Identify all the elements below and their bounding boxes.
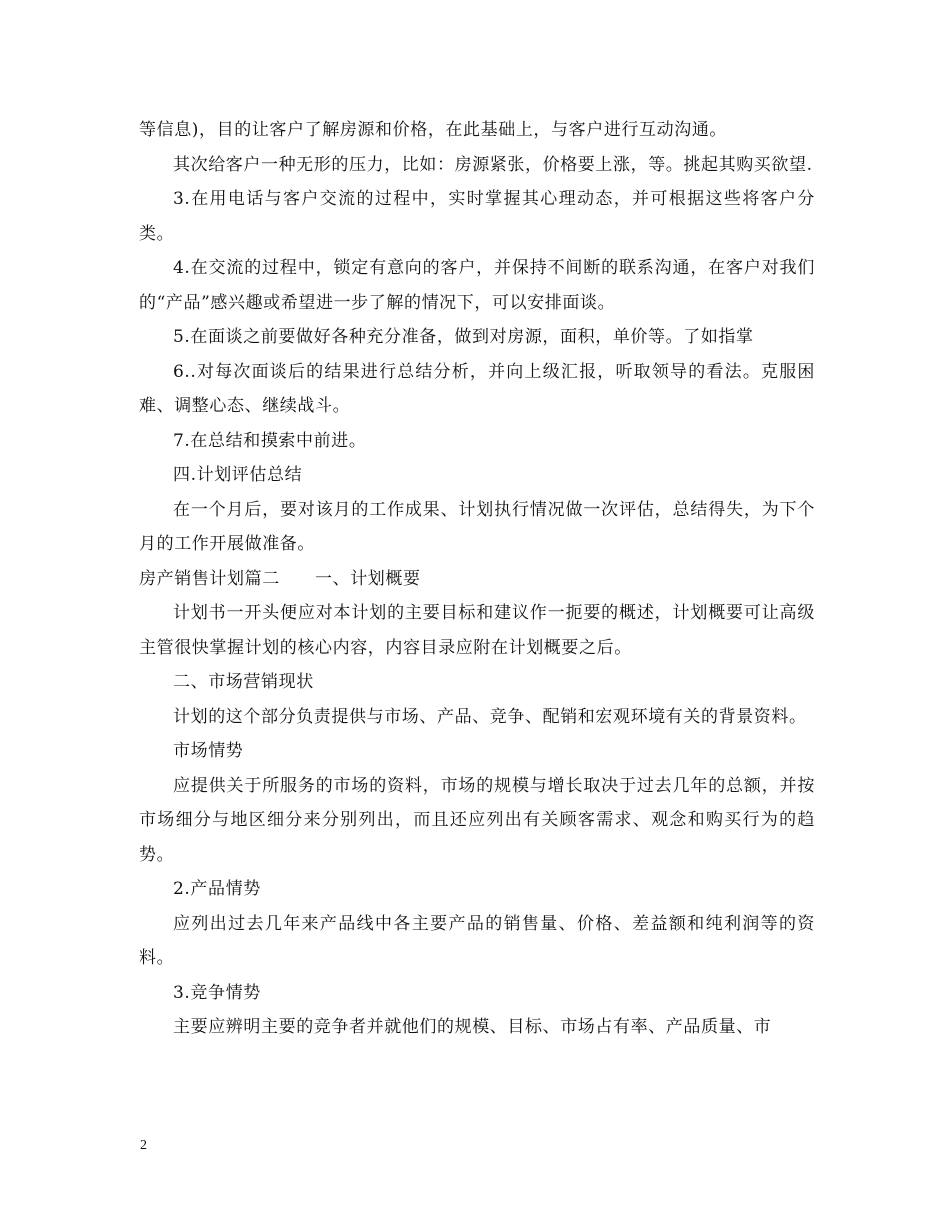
- paragraph: 等信息)，目的让客户了解房源和价格，在此基础上，与客户进行互动沟通。: [139, 120, 728, 140]
- paragraph: 4.在交流的过程中，锁定有意向的客户，并保持不间断的联系沟通，在客户对我们的“产品”感兴趣或希望进一步了解的情况下，可以安排面谈。: [139, 258, 815, 313]
- paragraph: 其次给客户一种无形的压力，比如：房源紧张，价格要上涨，等。挑起其购买欲望.: [173, 154, 813, 175]
- paragraph: 主要应辨明主要的竞争者并就他们的规模、目标、市场占有率、产品质量、市: [173, 1017, 772, 1037]
- paragraph: 在一个月后，要对该月的工作成果、计划执行情况做一次评估，总结得失，为下个月的工作开展做准备。: [139, 499, 815, 554]
- paragraph: 3.在用电话与客户交流的过程中，实时掌握其心理动态，并可根据这些将客户分类。: [139, 189, 815, 244]
- section-heading: 四.计划评估总结: [173, 465, 303, 485]
- paragraph: 计划书一开头便应对本计划的主要目标和建议作一扼要的概述，计划概要可让高级主管很快掌握计划的核心内容，内容目录应附在计划概要之后。: [139, 603, 815, 658]
- paragraph: 应列出过去几年来产品线中各主要产品的销售量、价格、差益额和纯利润等的资料。: [139, 913, 815, 968]
- paragraph: 应提供关于所服务的市场的资料，市场的规模与增长取决于过去几年的总额，并按市场细分与地区细分来分别列出，而且还应列出有关顾客需求、观念和购买行为的趋势。: [139, 775, 815, 865]
- paragraph: 计划的这个部分负责提供与市场、产品、竞争、配销和宏观环境有关的背景资料。: [173, 706, 807, 727]
- paragraph: 6..对每次面谈后的结果进行总结分析，并向上级汇报，听取领导的看法。克服困难、调整心态、继续战斗。: [139, 361, 815, 416]
- paragraph: 5.在面谈之前要做好各种充分准备，做到对房源，面积，单价等。了如指掌: [173, 327, 754, 347]
- section-heading: 市场情势: [173, 741, 244, 761]
- section-heading: 2.产品情势: [173, 879, 261, 899]
- paragraph: 7.在总结和摸索中前进。: [173, 430, 367, 451]
- page-number: 2: [140, 1138, 147, 1153]
- section-heading: 房产销售计划篇二 一、计划概要: [139, 568, 421, 589]
- document-body: [139, 113, 815, 1045]
- section-heading: 3.竞争情势: [173, 982, 261, 1003]
- section-heading: 二、市场营销现状: [173, 672, 314, 692]
